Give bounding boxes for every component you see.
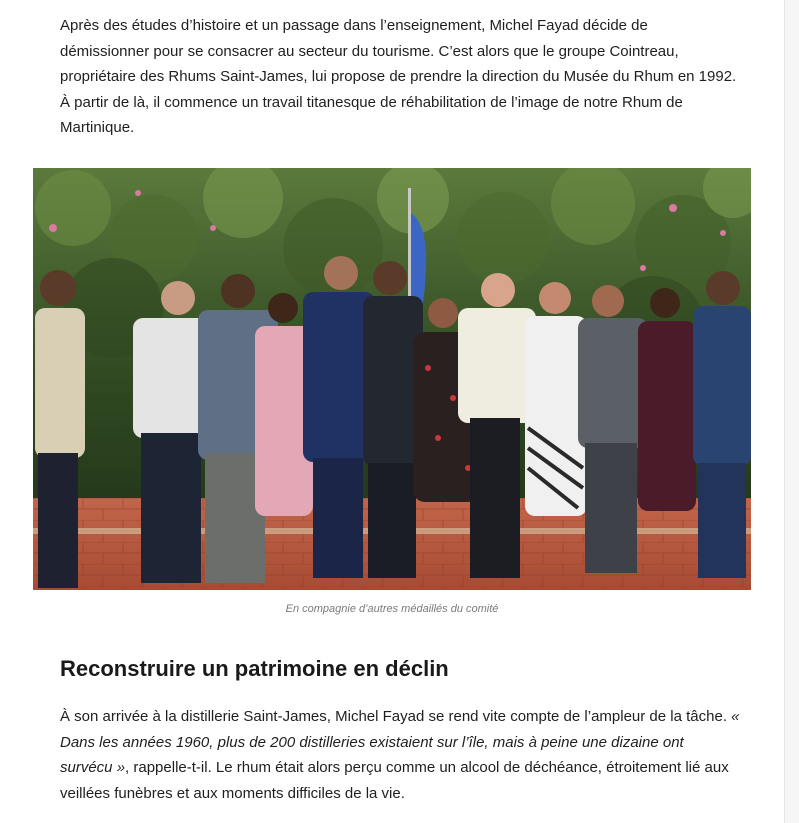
figure-caption: En compagnie d’autres médaillés du comité	[285, 603, 499, 615]
scrollbar[interactable]	[784, 0, 799, 823]
paragraph-text-start: À son arrivée à la distillerie Saint-James, Michel Fayad se rend vite compte de l’ampleur de la tâche.	[60, 708, 732, 725]
paragraph-text-end: , rappelle-t-il. Le rhum était alors perçu comme un alcool de déchéance, étroitement lié aux veillées funèbres et aux moments difficiles de la vie.	[60, 759, 729, 802]
intro-paragraph: Après des études d’histoire et un passage dans l’enseignement, Michel Fayad décide de démissionner pour se consacrer au secteur du tourisme. C’est alors que le groupe Cointreau, propriétaire des Rhums Saint-James, lui propose de prendre la direction du Musée du Rhum en 1992. À partir de là, il commence un travail titanesque de réhabilitation de l’image de notre Rhum de Martinique.	[60, 17, 737, 136]
paragraph-quote: « Dans les années 1960, plus de 200 distilleries existaient sur l’île, mais à peine une dizaine ont survécu »	[60, 708, 740, 776]
group-photo	[33, 168, 751, 590]
section-heading: Reconstruire un patrimoine en déclin	[60, 656, 449, 681]
section-paragraph	[60, 704, 740, 806]
